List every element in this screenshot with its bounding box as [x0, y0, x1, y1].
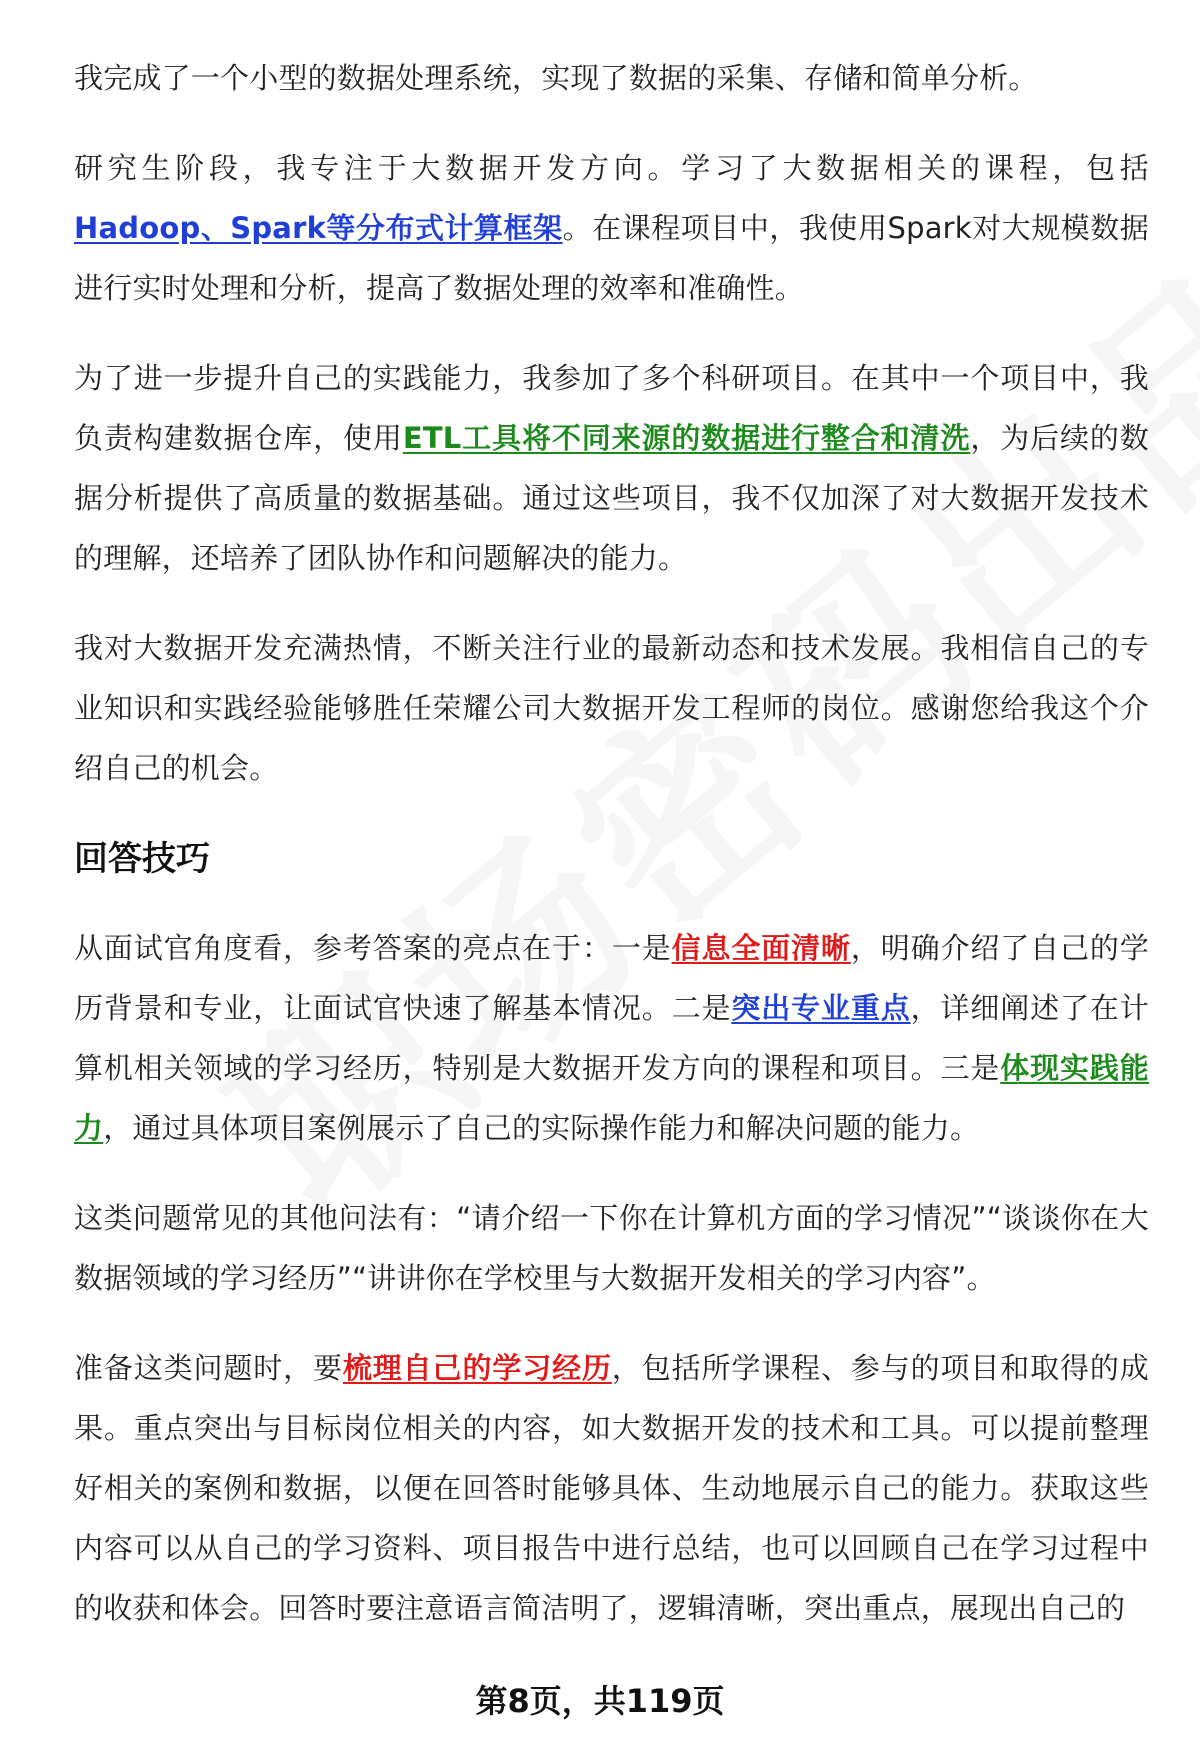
page-number-footer: 第8页，共119页: [475, 1682, 725, 1720]
paragraph-7: [74, 1338, 1149, 1638]
page-content: [74, 48, 1149, 1668]
paragraph-text: 为了进一步提升自己的实践能力，我参加了多个科研项目。在其中一个项目中，我负责构建数据仓库，使用: [74, 361, 1149, 455]
paragraph-1: [74, 48, 1149, 108]
paragraph-text: ，详细阐述了在计算机相关领域的学习经历，特别是大数据开发方向的课程和项目。三是: [74, 991, 1149, 1085]
highlight-link-study-experience[interactable]: 梳理自己的学习经历: [342, 1351, 612, 1385]
paragraph-text: ，包括所学课程、参与的项目和取得的成果。重点突出与目标岗位相关的内容，如大数据开发的技术和工具。可以提前整理好相关的案例和数据，以便在回答时能够具体、生动地展示自己的能力。获取这些内容可以从自己的学习资料、项目报告中进行总结，也可以回顾自己在学习过程中的收获和体会。回答时要注意语言简洁明了，逻辑清晰，突出重点，展现出自己的: [74, 1351, 1149, 1625]
highlight-link-etl[interactable]: ETL工具将不同来源的数据进行整合和清洗: [402, 421, 971, 455]
section-heading: 回答技巧: [74, 839, 210, 879]
paragraph-6: [74, 1188, 1149, 1308]
paragraph-text: ，明确介绍了自己的学历背景和专业，让面试官快速了解基本情况。二是: [74, 931, 1149, 1025]
paragraph-text: 。在课程项目中，我使用Spark对大规模数据进行实时处理和分析，提高了数据处理的效率和准确性。: [74, 211, 1149, 305]
highlight-link-practice-ability[interactable]: 体现实践能力: [74, 1051, 1149, 1145]
paragraph-3: [74, 348, 1149, 588]
paragraph-text: 准备这类问题时，要: [74, 1351, 343, 1385]
paragraph-text: 研究生阶段，我专注于大数据开发方向。学习了大数据相关的课程，包括: [74, 151, 1149, 185]
highlight-link-professional-focus[interactable]: 突出专业重点: [731, 991, 911, 1025]
paragraph-text: ，为后续的数据分析提供了高质量的数据基础。通过这些项目，我不仅加深了对大数据开发技术的理解，还培养了团队协作和问题解决的能力。: [74, 421, 1150, 575]
highlight-link-frameworks[interactable]: Hadoop、Spark等分布式计算框架: [74, 211, 563, 245]
paragraph-5: [74, 918, 1149, 1158]
paragraph-2: [74, 138, 1149, 318]
paragraph-text: 我完成了一个小型的数据处理系统，实现了数据的采集、存储和简单分析。: [74, 61, 1038, 95]
paragraph-text: 我对大数据开发充满热情，不断关注行业的最新动态和技术发展。我相信自己的专业知识和实践经验能够胜任荣耀公司大数据开发工程师的岗位。感谢您给我这个介绍自己的机会。: [74, 631, 1149, 785]
paragraph-text: 这类问题常见的其他问法有：“请介绍一下你在计算机方面的学习情况”“谈谈你在大数据领域的学习经历”“讲讲你在学校里与大数据开发相关的学习内容”。: [74, 1201, 1149, 1295]
paragraph-text: 从面试官角度看，参考答案的亮点在于：一是: [74, 931, 672, 965]
highlight-link-info-clear[interactable]: 信息全面清晰: [671, 931, 851, 965]
paragraph-text: ，通过具体项目案例展示了自己的实际操作能力和解决问题的能力。: [103, 1111, 980, 1145]
paragraph-4: [74, 618, 1149, 798]
